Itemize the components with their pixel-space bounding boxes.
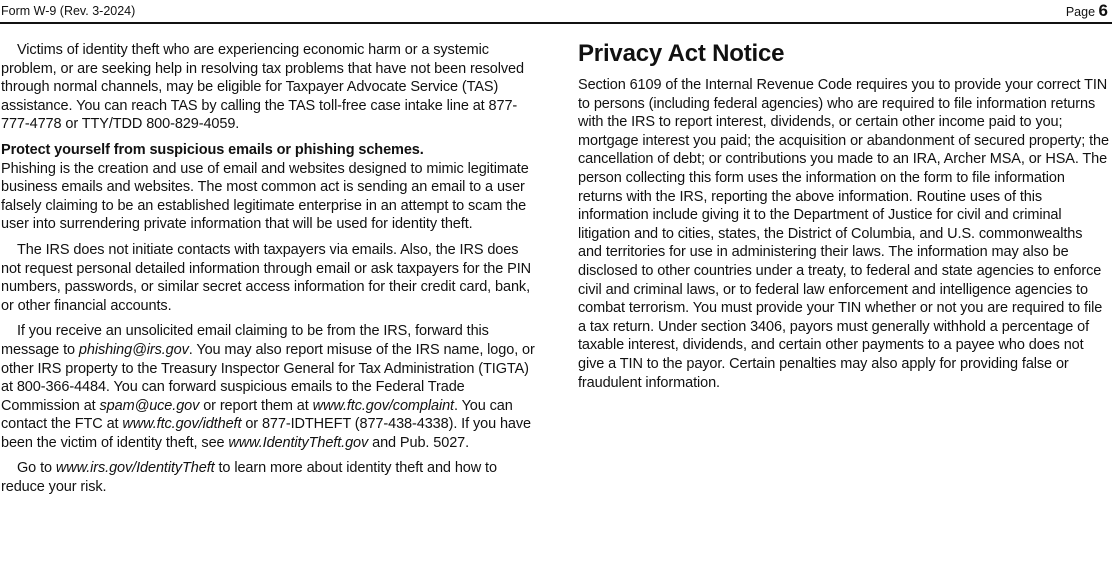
text-run: . You can contact the FTC at xyxy=(1,397,513,433)
text-run: If you receive an unsolicited email claiming to be from the IRS, forward this message to xyxy=(1,323,489,358)
privacy-act-title: Privacy Act Notice xyxy=(578,40,785,67)
text-run: . You may also report misuse of the IRS name, logo, or other IRS property to the Treasury Inspector General for Tax Administration (TIGTA) at 800-366-4484. You can forward suspicious emails to the Federal Trade Commission at xyxy=(1,341,535,414)
irs-identitytheft-link[interactable]: www.irs.gov/IdentityTheft xyxy=(55,460,215,477)
form-id: Form W-9 (Rev. 3-2024) xyxy=(1,4,136,18)
spam-email-link[interactable]: spam@uce.gov xyxy=(99,397,200,414)
text-run: or 877-IDTHEFT (877-438-4338). If you have been the victim of identity theft, see xyxy=(1,416,532,451)
tas-paragraph: Victims of identity theft who are experiencing economic harm or a systemic problem, or are seeking help in resolving tax problems that have not been resolved through normal channels, may be eligible for Taxpayer Advocate Service (TAS) assistance. You can reach TAS by calling the TAS toll-free case intake line at 877-777-4778 or TTY/TDD 800-829-4059. xyxy=(1,42,524,133)
phishing-email-link[interactable]: phishing@irs.gov xyxy=(78,341,189,358)
report-paragraph xyxy=(1,322,538,452)
page-header xyxy=(0,0,1112,24)
phishing-paragraph xyxy=(1,141,538,234)
privacy-act-body: Section 6109 of the Internal Revenue Code requires you to provide your correct TIN to persons (including federal agencies) who are required to file information returns with the IRS to report interest, dividends, or certain other income paid to you; mortgage interest you paid; the acquisition or abandonment of secured property; the cancellation of debt; or contributions you made to an IRA, Archer MSA, or HSA. The person collecting this form uses the information on the form to file information returns with the IRS, reporting the above information. Routine uses of this information include giving it to the Department of Justice for civil and criminal litigation and to cities, states, the District of Columbia, and U.S. commonwealths and territories for use in administering their laws. The information may also be disclosed to other countries under a treaty, to federal and state agencies to enforce civil and criminal laws, or to federal law enforcement and intelligence agencies to combat terrorism. You must provide your TIN whether or not you are required to file a tax return. Under section 3406, payors must generally withhold a percentage of taxable interest, dividends, and certain other payments to a payee who does not give a TIN to the payor. Certain penalties may also apply for providing false or fraudulent information. xyxy=(578,77,1109,391)
right-column xyxy=(578,76,1110,399)
page-label: Page xyxy=(1065,5,1096,19)
phishing-heading: Protect yourself from suspicious emails or phishing schemes. xyxy=(1,141,424,158)
phishing-body: Phishing is the creation and use of email and websites designed to mimic legitimate business emails and websites. The most common act is sending an email to a user falsely claiming to be an established legitimate enterprise in an attempt to scam the user into surrendering private information that will be used for identity theft. xyxy=(1,160,529,233)
identitytheft-gov-link[interactable]: www.IdentityTheft.gov xyxy=(228,434,369,451)
text-run: and Pub. 5027. xyxy=(368,434,470,451)
ftc-complaint-link[interactable]: www.ftc.gov/complaint xyxy=(312,397,454,414)
left-column xyxy=(1,41,538,504)
text-run: to learn more about identity theft and how to reduce your risk. xyxy=(1,460,497,496)
page-digit: 6 xyxy=(1098,1,1108,20)
page-number xyxy=(1066,1,1108,21)
ftc-idtheft-link[interactable]: www.ftc.gov/idtheft xyxy=(122,416,242,433)
irs-contact-paragraph: The IRS does not initiate contacts with taxpayers via emails. Also, the IRS does not request personal detailed information through email or ask taxpayers for the PIN numbers, passwords, or similar secret access information for their credit card, bank, or other financial accounts. xyxy=(1,241,532,314)
text-run: or report them at xyxy=(199,397,313,414)
learn-more-paragraph xyxy=(1,459,538,496)
text-run: Go to xyxy=(17,460,56,477)
